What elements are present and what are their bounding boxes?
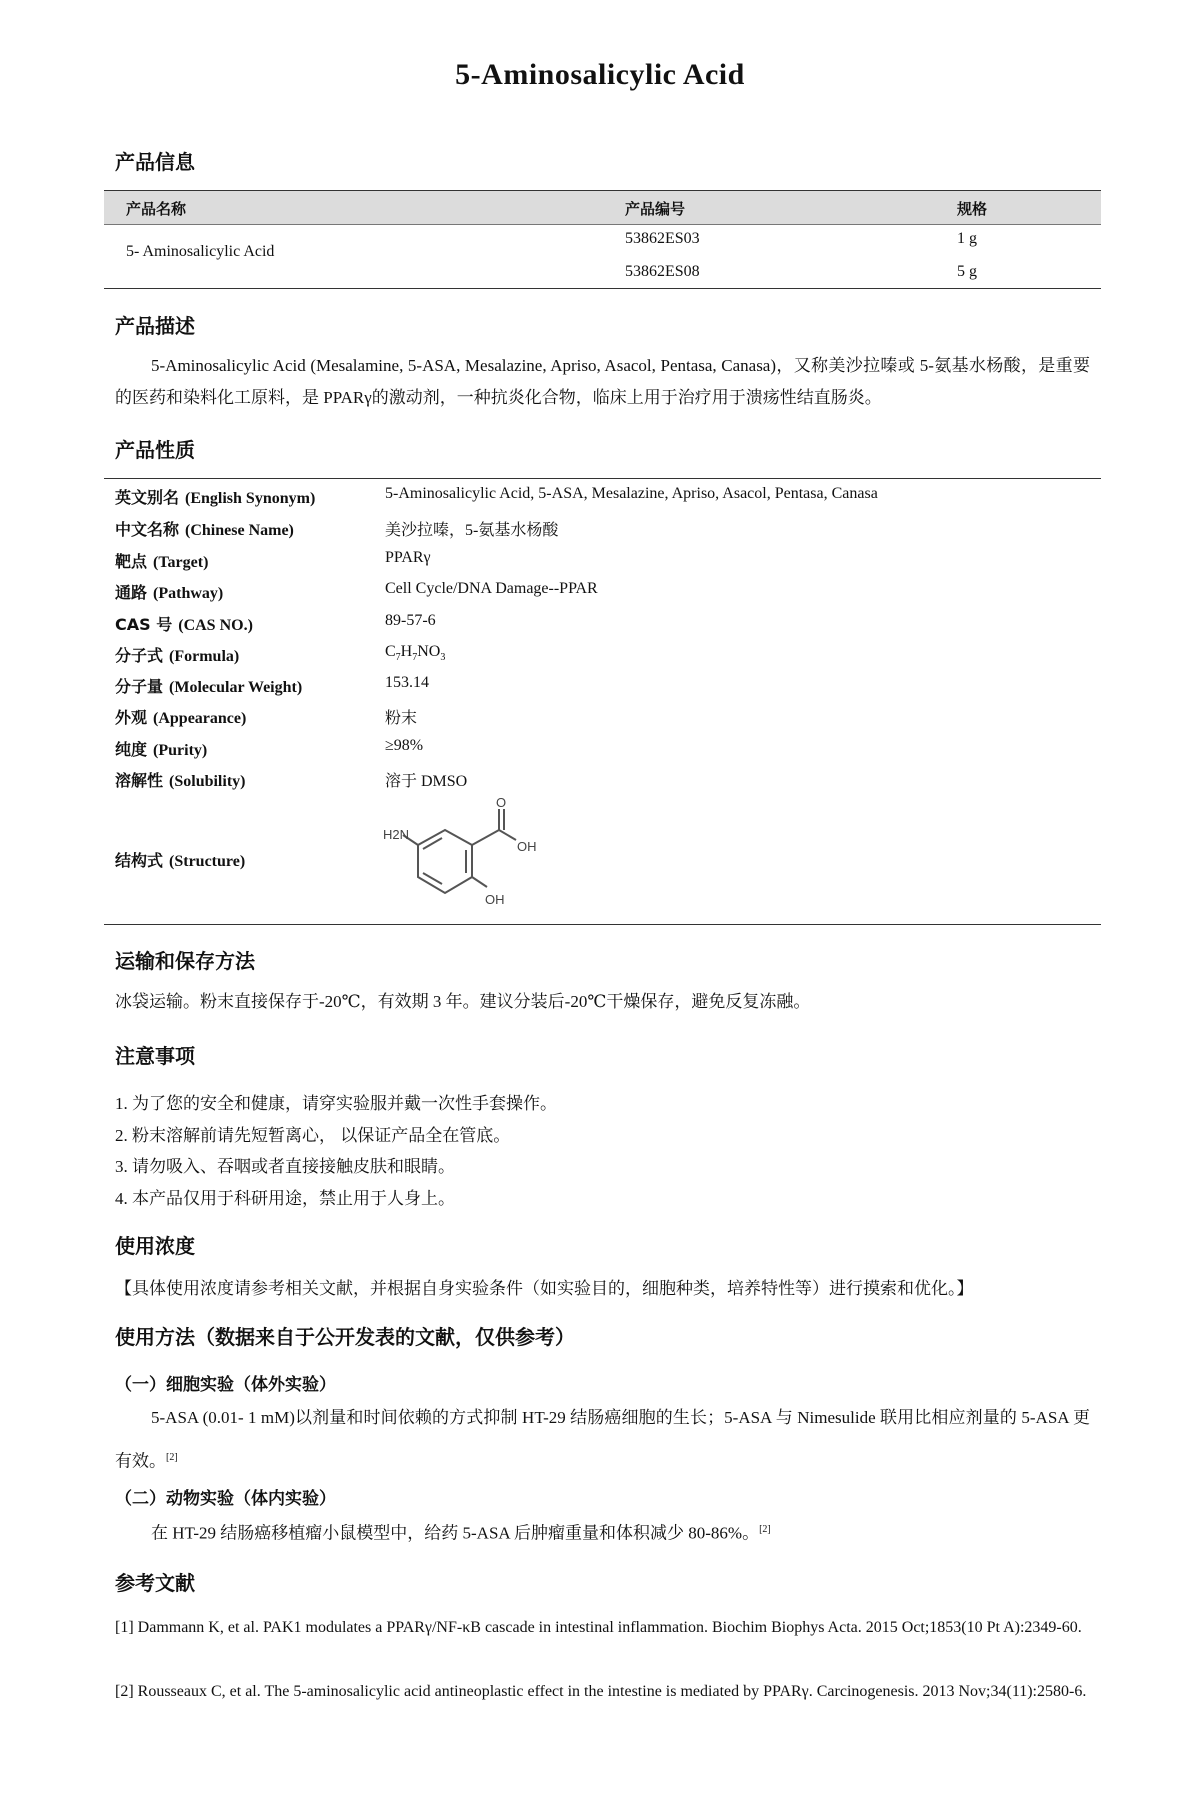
cell-experiment-heading: （一）细胞实验（体外实验）	[115, 1375, 336, 1395]
citation: [2]	[759, 1524, 771, 1535]
notes-heading: 注意事项	[115, 1044, 195, 1068]
structure-label-nh2: H2N	[383, 827, 410, 842]
property-value: 美沙拉嗪，5-氨基水杨酸	[385, 522, 559, 539]
concentration-heading: 使用浓度	[115, 1234, 195, 1258]
references-heading: 参考文献	[115, 1571, 195, 1595]
citation: [2]	[166, 1452, 178, 1463]
column-header-name: 产品名称	[126, 200, 187, 218]
column-header-spec: 规格	[957, 200, 988, 218]
product-spec-cell: 1 g	[957, 230, 977, 247]
animal-experiment-text: 在 HT-29 结肠癌移植瘤小鼠模型中，给药 5-ASA 后肿瘤重量和体积减少 80-86%。[2]	[151, 1523, 771, 1543]
cell-experiment-text: 5-ASA (0.01- 1 mM)以剂量和时间依赖的方式抑制 HT-29 结肠癌细胞的生长；5-ASA 与 Nimesulide 联用比相应剂量的 5-ASA 更有效。[2]	[115, 1408, 1090, 1471]
reference-item: [1] Dammann K, et al. PAK1 modulates a PPARγ/NF-κB cascade in intestinal inflammation. Biochim Biophys Acta. 2015 Oct;1853(10 Pt A):2349-60.	[115, 1619, 1082, 1636]
property-label: 中文名称 (Chinese Name)	[115, 520, 294, 539]
storage-heading: 运输和保存方法	[115, 949, 255, 973]
property-value: 5-Aminosalicylic Acid, 5-ASA, Mesalazine, Apriso, Asacol, Pentasa, Canasa	[385, 485, 878, 502]
property-value: 89-57-6	[385, 612, 436, 629]
note-item: 4. 本产品仅用于科研用途，禁止用于人身上。	[115, 1189, 455, 1208]
property-label: 纯度 (Purity)	[115, 740, 208, 759]
storage-text: 冰袋运输。粉末直接保存于-20℃，有效期 3 年。建议分装后-20℃干燥保存，避免反复冻融。	[115, 992, 811, 1011]
note-item: 2. 粉末溶解前请先短暂离心， 以保证产品全在管底。	[115, 1126, 511, 1145]
product-spec-cell: 5 g	[957, 263, 977, 280]
property-label: 结构式 (Structure)	[115, 851, 246, 870]
table-header-rule	[104, 224, 1101, 225]
product-info-heading: 产品信息	[115, 150, 195, 174]
property-value: PPARγ	[385, 549, 431, 566]
properties-bottom-rule	[104, 924, 1101, 925]
table-header-background	[104, 191, 1101, 224]
property-label: 分子量 (Molecular Weight)	[115, 677, 303, 696]
property-label: 靶点 (Target)	[115, 552, 209, 571]
property-value: 粉末	[385, 710, 418, 727]
note-item: 1. 为了您的安全和健康，请穿实验服并戴一次性手套操作。	[115, 1094, 557, 1113]
description-text: 5-Aminosalicylic Acid (Mesalamine, 5-ASA, Mesalazine, Apriso, Asacol, Pentasa, Canasa)，又称美沙拉嗪或 5-氨基水杨酸，是重要的医药和染料化工原料，是 PPARγ的激动剂，一种抗炎化合物，临床上用于治疗用于溃疡性结直肠炎。	[115, 356, 1090, 407]
property-value: ≥98%	[385, 737, 424, 754]
property-value: 溶于 DMSO	[385, 773, 468, 790]
structure-label-oh-top: OH	[517, 839, 537, 854]
property-label: 英文别名 (English Synonym)	[115, 488, 316, 507]
property-label: 外观 (Appearance)	[115, 708, 247, 727]
property-label: CAS 号 (CAS NO.)	[115, 615, 253, 634]
animal-experiment-heading: （二）动物实验（体内实验）	[115, 1489, 336, 1509]
reference-item: [2] Rousseaux C, et al. The 5-aminosalicylic acid antineoplastic effect in the intestine is mediated by PPARγ. Carcinogenesis. 2013 Nov;34(11):2580-6.	[115, 1683, 1087, 1700]
usage-heading: 使用方法（数据来自于公开发表的文献，仅供参考）	[115, 1325, 575, 1349]
property-label: 溶解性 (Solubility)	[115, 771, 246, 790]
property-label: 分子式 (Formula)	[115, 646, 240, 665]
structure-label-oh-bottom: OH	[485, 892, 505, 907]
property-label: 通路 (Pathway)	[115, 583, 224, 602]
table-bottom-rule	[104, 288, 1101, 289]
property-value: Cell Cycle/DNA Damage--PPAR	[385, 580, 598, 597]
product-code-cell: 53862ES03	[625, 230, 700, 247]
product-code-cell: 53862ES08	[625, 263, 700, 280]
structure-diagram	[375, 795, 575, 915]
column-header-code: 产品编号	[625, 200, 686, 218]
formula-value: $C_7H_7NO_3$	[385, 643, 446, 664]
structure-label-o: O	[496, 795, 507, 810]
properties-heading: 产品性质	[115, 438, 195, 462]
property-value: 153.14	[385, 674, 429, 691]
properties-top-rule	[104, 478, 1101, 479]
description-heading: 产品描述	[115, 314, 195, 338]
concentration-text: 【具体使用浓度请参考相关文献，并根据自身实验条件（如实验目的，细胞种类，培养特性等）进行摸索和优化。】	[115, 1279, 974, 1298]
page-title: 5-Aminosalicylic Acid	[455, 58, 745, 91]
product-name-cell: 5- Aminosalicylic Acid	[126, 243, 275, 260]
note-item: 3. 请勿吸入、吞咽或者直接接触皮肤和眼睛。	[115, 1157, 455, 1176]
